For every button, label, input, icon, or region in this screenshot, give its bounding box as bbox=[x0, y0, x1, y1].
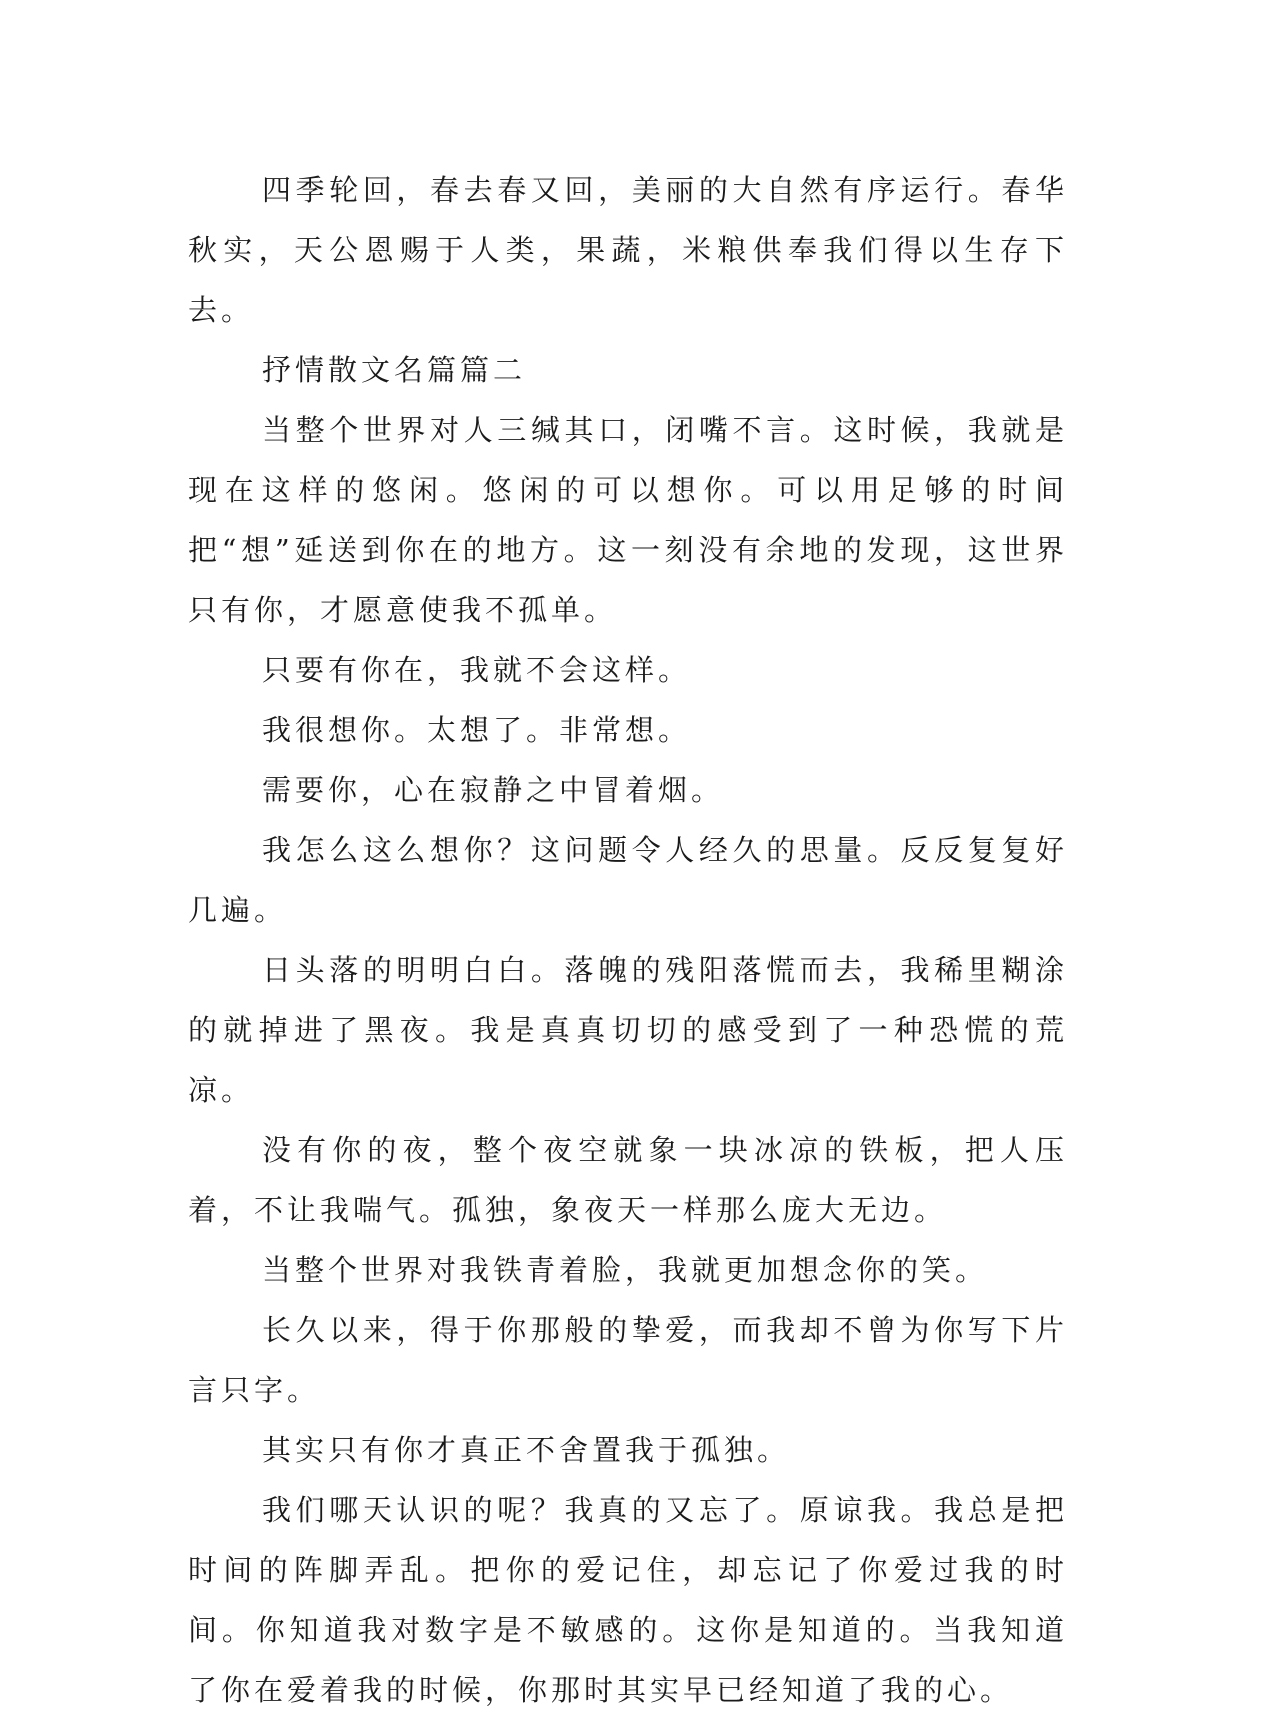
paragraph: 日头落的明明白白。落魄的残阳落慌而去，我稀里糊涂的就掉进了黑夜。我是真真切切的感受到了一种恐慌的荒凉。 bbox=[188, 953, 1068, 1107]
paragraph: 长久以来，得于你那般的挚爱，而我却不曾为你写下片言只字。 bbox=[188, 1313, 1068, 1407]
document-body bbox=[188, 160, 1068, 1720]
paragraph: 其实只有你才真正不舍置我于孤独。 bbox=[262, 1433, 791, 1467]
paragraph: 我们哪天认识的呢？我真的又忘了。原谅我。我总是把时间的阵脚弄乱。把你的爱记住，却忘记了你爱过我的时间。你知道我对数字是不敏感的。这你是知道的。当我知道了你在爱着我的时候，你那时其实早已经知道了我的心。 bbox=[188, 1493, 1068, 1707]
paragraph: 我很想你。太想了。非常想。 bbox=[262, 713, 692, 747]
paragraph: 四季轮回，春去春又回，美丽的大自然有序运行。春华秋实，天公恩赐于人类，果蔬，米粮供奉我们得以生存下去。 bbox=[188, 173, 1068, 327]
paragraph: 只要有你在，我就不会这样。 bbox=[262, 653, 692, 687]
paragraph: 当整个世界对人三缄其口，闭嘴不言。这时候，我就是现在这样的悠闲。悠闲的可以想你。可以用足够的时间把“想”延送到你在的地方。这一刻没有余地的发现，这世界只有你，才愿意使我不孤单。 bbox=[188, 413, 1068, 627]
paragraph: 我怎么这么想你？这问题令人经久的思量。反反复复好几遍。 bbox=[188, 833, 1068, 927]
paragraph: 需要你，心在寂静之中冒着烟。 bbox=[262, 773, 725, 807]
section-heading: 抒情散文名篇篇二 bbox=[262, 353, 527, 387]
paragraph: 当整个世界对我铁青着脸，我就更加想念你的笑。 bbox=[262, 1253, 989, 1287]
paragraph: 没有你的夜，整个夜空就象一块冰凉的铁板，把人压着，不让我喘气。孤独，象夜天一样那么庞大无边。 bbox=[188, 1133, 1068, 1227]
